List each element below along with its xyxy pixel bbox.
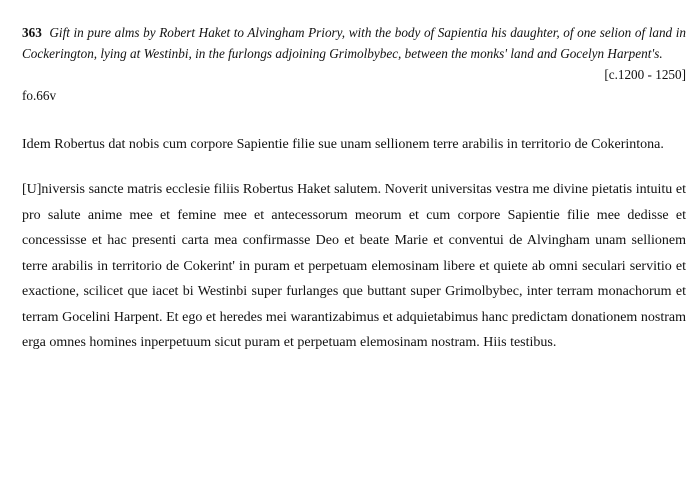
- entry-heading: [22, 22, 686, 64]
- latin-summary: Idem Robertus dat nobis cum corpore Sapientie filie sue unam sellionem terre arabilis in territorio de Cokerintona.: [22, 137, 664, 152]
- date-line: [22, 64, 686, 85]
- charter-text: [U]niversis sancte matris ecclesie filiis Robertus Haket salutem. Noverit universitas vestra me divine pietatis intuitu et pro salute anime mee et femine mee et antecessorum meorum et cum corpore Sapientie filie mee dedisse et concessisse et hac presenti carta mea confirmasse Deo et beate Marie et conventui de Alvingham unam sellionem terre arabilis in territorio de Cokerint' in puram et perpetuam elemosinam libere et quiete ab omni seculari servitio et exactione, scilicet que iacet bi Westinbi super furlanges que buttant super Grimolbybec, inter terram monachorum et terram Gocelini Harpent. Et ego et heredes mei warantizabimus et adquietabimus hanc predictam donationem nostram erga omnes homines inperpetuum sicut puram et perpetuam elemosinam nostram. Hiis testibus.: [22, 182, 686, 350]
- entry-date: [c.1200 - 1250]: [604, 67, 686, 82]
- document-page: [22, 22, 686, 370]
- entry-title: Gift in pure alms by Robert Haket to Alvingham Priory, with the body of Sapientia his daughter, of one selion of land in Cockerington, lying at Westinbi, in the furlongs adjoining Grimolbybec, between the monks' land and Gocelyn Harpent's.: [22, 25, 686, 61]
- folio-reference: fo.66v: [22, 88, 57, 103]
- entry-number: 363: [22, 25, 42, 40]
